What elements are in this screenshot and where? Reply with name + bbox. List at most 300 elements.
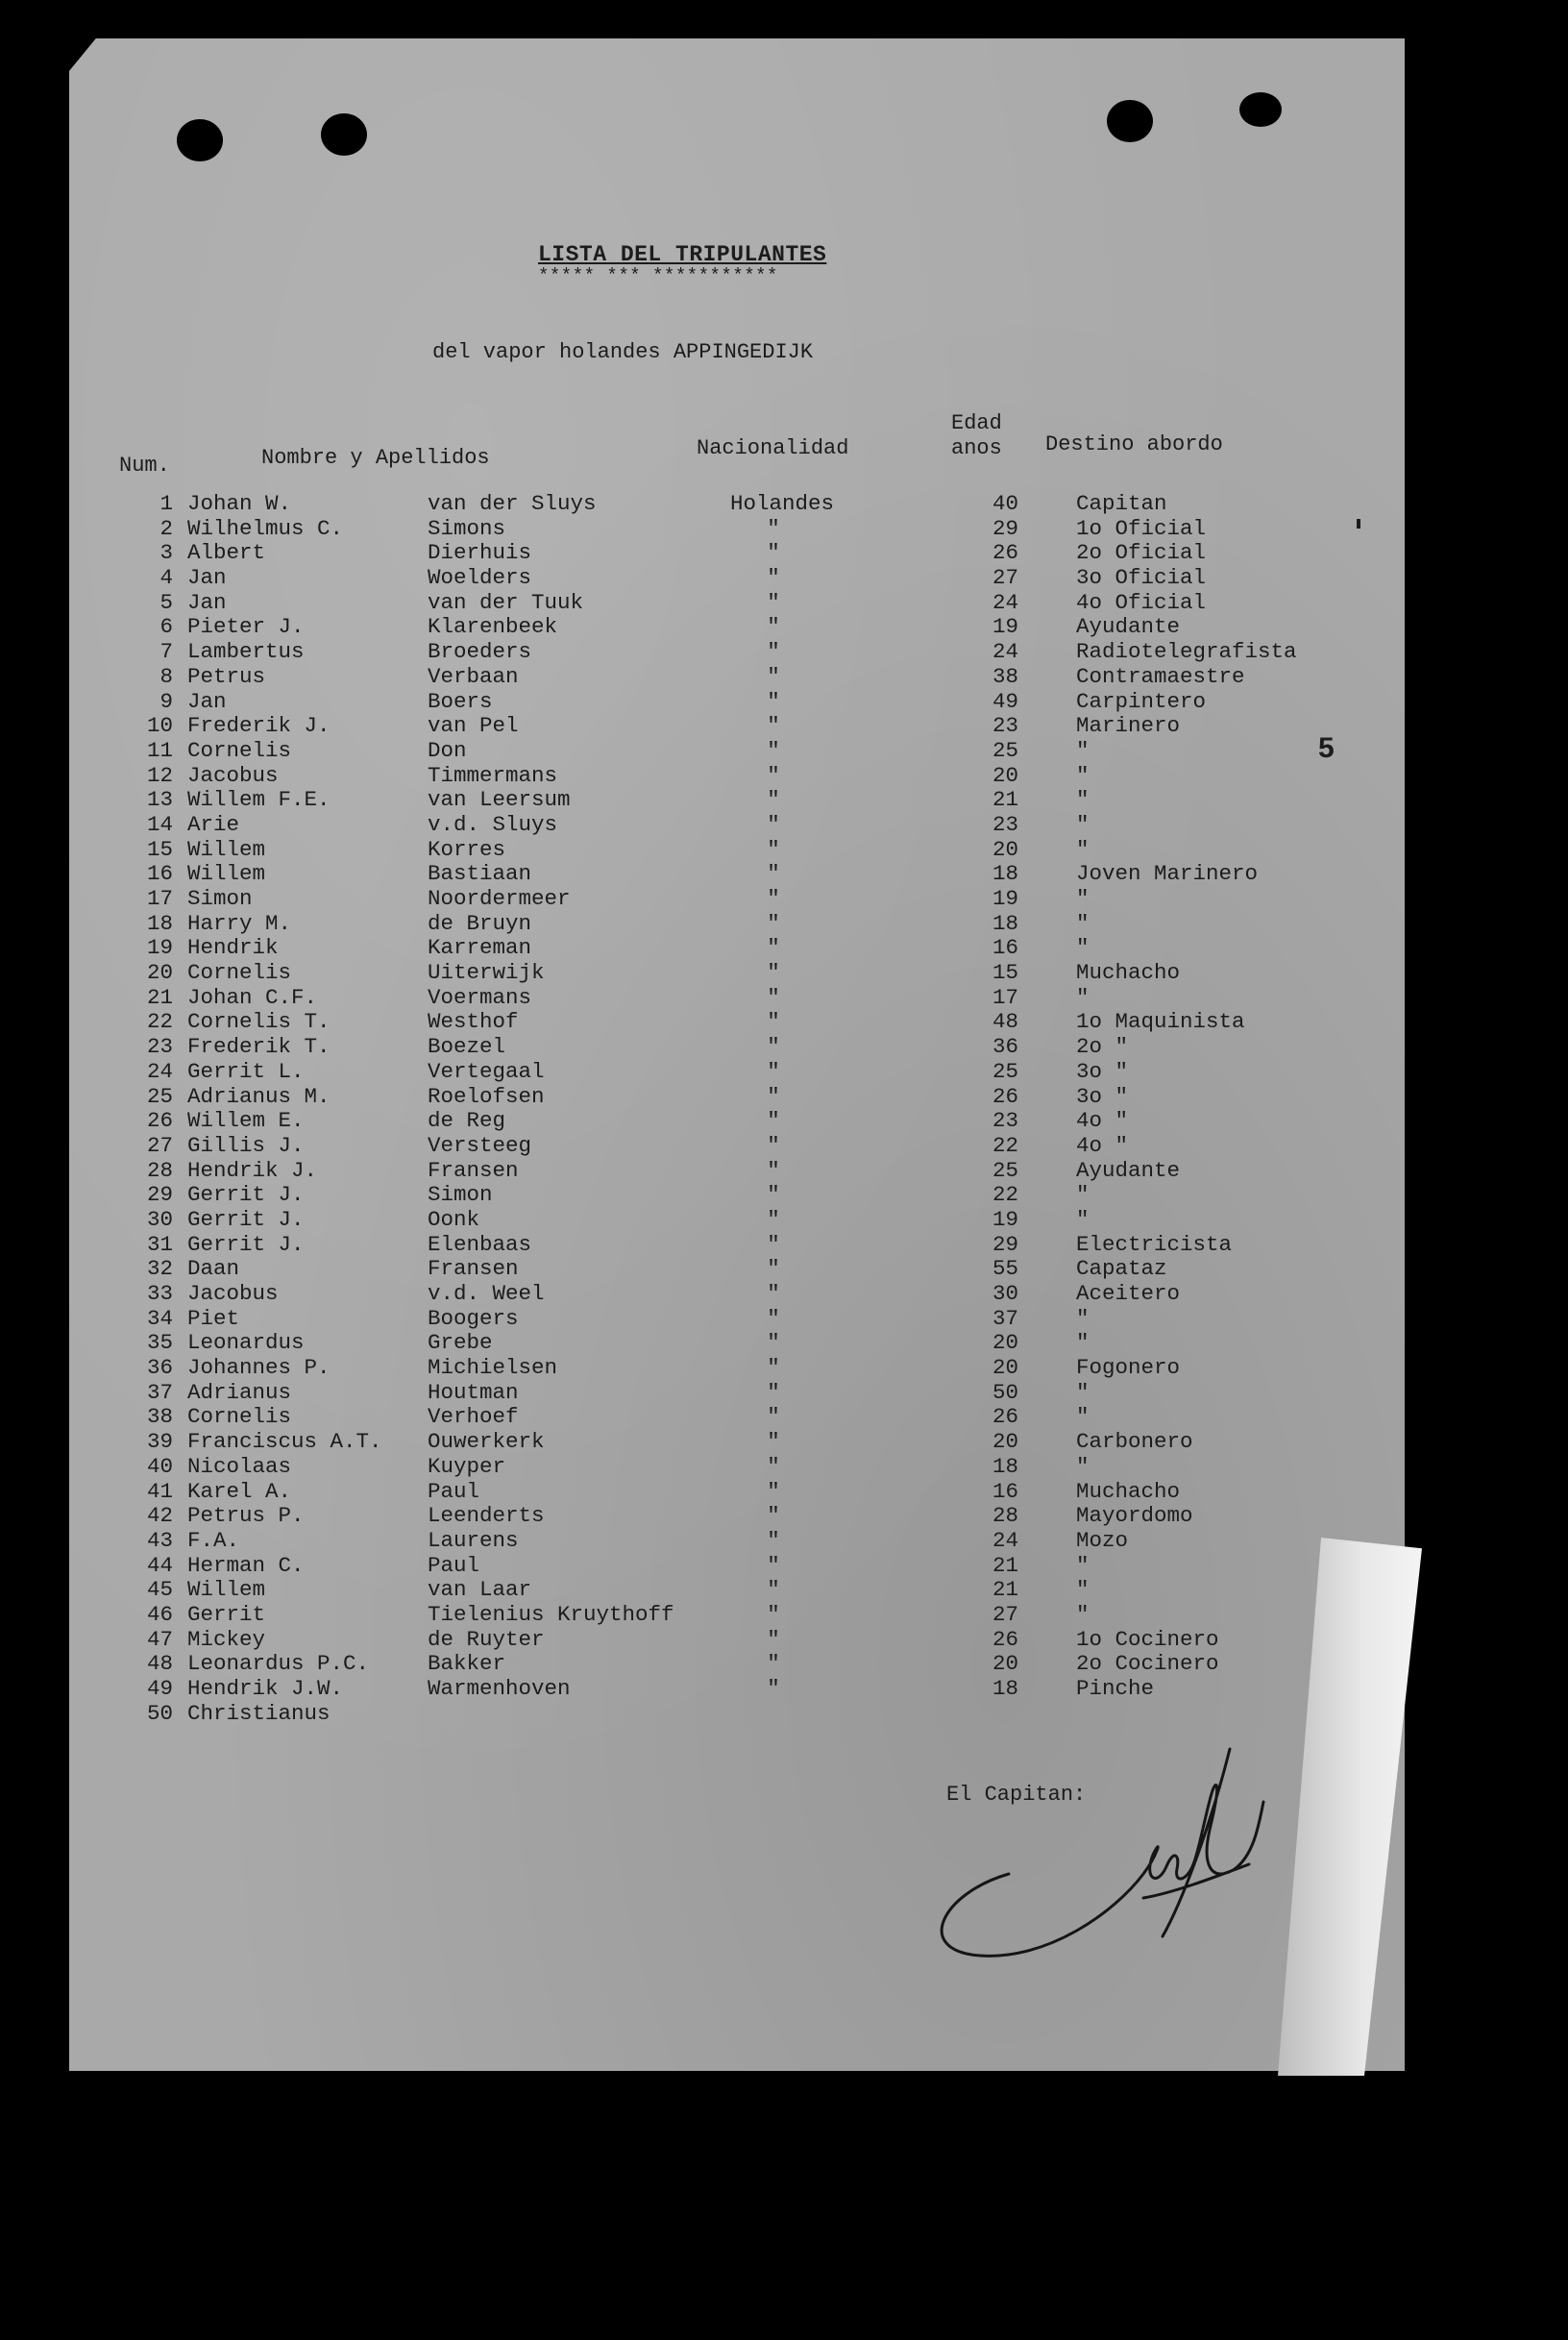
table-row <box>115 1455 1364 1480</box>
table-row <box>115 690 1364 715</box>
table-row <box>115 862 1364 887</box>
crew-nationality: " <box>767 1527 780 1553</box>
crew-age: 21 <box>992 787 1018 813</box>
table-row <box>115 1356 1364 1381</box>
crew-role: 3o " <box>1076 1058 1129 1084</box>
table-row <box>115 1085 1364 1110</box>
crew-nationality: " <box>767 935 780 961</box>
crew-first-name: Jacobus <box>187 1281 279 1306</box>
crew-first-name: Gerrit J. <box>187 1206 305 1232</box>
crew-first-name: Cornelis <box>187 1404 292 1430</box>
table-row <box>115 1430 1364 1455</box>
crew-age: 20 <box>992 1651 1018 1677</box>
crew-nationality: " <box>767 1281 780 1306</box>
table-row <box>115 764 1364 789</box>
crew-nationality: " <box>767 1503 780 1529</box>
crew-age: 26 <box>992 1626 1018 1652</box>
crew-last-name: Oonk <box>428 1206 480 1232</box>
crew-first-name: Daan <box>187 1256 240 1282</box>
crew-number: 19 <box>146 935 173 961</box>
crew-first-name: Gerrit J. <box>187 1231 305 1257</box>
crew-age: 20 <box>992 1429 1018 1455</box>
punch-hole <box>177 119 223 161</box>
header-num: Num. <box>119 454 170 478</box>
crew-age: 49 <box>992 688 1018 714</box>
crew-number: 9 <box>159 688 173 714</box>
crew-nationality: " <box>767 688 780 714</box>
table-row <box>115 813 1364 838</box>
crew-age: 20 <box>992 762 1018 788</box>
crew-first-name: Johan W. <box>187 491 292 516</box>
crew-age: 25 <box>992 737 1018 763</box>
crew-number: 30 <box>146 1206 173 1232</box>
table-row <box>115 1109 1364 1134</box>
crew-first-name: Gerrit <box>187 1601 266 1627</box>
crew-nationality: " <box>767 910 780 936</box>
crew-first-name: Willem <box>187 1577 266 1603</box>
crew-role: Contramaestre <box>1076 663 1245 689</box>
punch-hole <box>321 113 367 156</box>
crew-age: 30 <box>992 1281 1018 1306</box>
crew-first-name: Willem F.E. <box>187 787 331 813</box>
crew-first-name: Jacobus <box>187 762 279 788</box>
crew-nationality: " <box>767 1157 780 1183</box>
captain-signature <box>922 1711 1268 1960</box>
crew-age: 25 <box>992 1157 1018 1183</box>
crew-role: " <box>1076 811 1090 837</box>
crew-first-name: Mickey <box>187 1626 266 1652</box>
table-row <box>115 1628 1364 1653</box>
crew-nationality: " <box>767 565 780 591</box>
crew-last-name: Ouwerkerk <box>428 1429 545 1455</box>
crew-role: Fogonero <box>1076 1355 1181 1381</box>
crew-table <box>115 492 1364 1726</box>
crew-first-name: Johannes P. <box>187 1355 331 1381</box>
table-row <box>115 1405 1364 1430</box>
crew-nationality: " <box>767 811 780 837</box>
crew-first-name: Cornelis T. <box>187 1009 331 1035</box>
crew-first-name: Adrianus M. <box>187 1083 331 1109</box>
crew-age: 26 <box>992 540 1018 566</box>
crew-last-name: Westhof <box>428 1009 519 1035</box>
crew-age: 23 <box>992 713 1018 739</box>
crew-last-name: de Bruyn <box>428 910 532 936</box>
page-mark: 5 <box>1318 732 1335 764</box>
crew-number: 36 <box>146 1355 173 1381</box>
crew-age: 55 <box>992 1256 1018 1282</box>
crew-nationality: " <box>767 1355 780 1381</box>
crew-number: 7 <box>159 639 173 665</box>
crew-role: Ayudante <box>1076 614 1181 640</box>
crew-number: 48 <box>146 1651 173 1677</box>
crew-role: Marinero <box>1076 713 1181 739</box>
crew-number: 12 <box>146 762 173 788</box>
crew-last-name: Kuyper <box>428 1453 506 1479</box>
crew-age: 24 <box>992 639 1018 665</box>
crew-role: " <box>1076 1379 1090 1405</box>
crew-role: 1o Maquinista <box>1076 1009 1245 1035</box>
crew-last-name: v.d. Sluys <box>428 811 558 837</box>
table-row <box>115 1677 1364 1702</box>
crew-last-name: Laurens <box>428 1527 519 1553</box>
crew-last-name: van Pel <box>428 713 519 739</box>
crew-nationality: " <box>767 663 780 689</box>
crew-first-name: F.A. <box>187 1527 240 1553</box>
crew-number: 43 <box>146 1527 173 1553</box>
crew-number: 13 <box>146 787 173 813</box>
table-row <box>115 492 1364 517</box>
punch-hole <box>1239 92 1282 127</box>
table-row <box>115 1381 1364 1406</box>
crew-last-name: Houtman <box>428 1379 519 1405</box>
crew-nationality: " <box>767 1552 780 1578</box>
crew-number: 17 <box>146 886 173 911</box>
crew-role: " <box>1076 787 1090 813</box>
crew-age: 23 <box>992 1108 1018 1134</box>
crew-age: 20 <box>992 1330 1018 1356</box>
crew-age: 24 <box>992 589 1018 615</box>
crew-first-name: Gerrit L. <box>187 1058 305 1084</box>
crew-role: Mayordomo <box>1076 1503 1193 1529</box>
crew-role: 2o Cocinero <box>1076 1651 1219 1677</box>
table-row <box>115 788 1364 813</box>
crew-last-name: Tielenius Kruythoff <box>428 1601 674 1627</box>
crew-number: 39 <box>146 1429 173 1455</box>
crew-number: 46 <box>146 1601 173 1627</box>
crew-number: 10 <box>146 713 173 739</box>
crew-last-name: de Reg <box>428 1108 506 1134</box>
crew-nationality: " <box>767 1330 780 1356</box>
crew-first-name: Piet <box>187 1305 240 1331</box>
crew-nationality: " <box>767 1108 780 1134</box>
crew-number: 22 <box>146 1009 173 1035</box>
table-row <box>115 714 1364 739</box>
crew-number: 11 <box>146 737 173 763</box>
crew-nationality: Holandes <box>730 491 835 516</box>
crew-last-name: Karreman <box>428 935 532 961</box>
crew-first-name: Leonardus P.C. <box>187 1651 370 1677</box>
crew-first-name: Willem <box>187 861 266 887</box>
crew-last-name: van Laar <box>428 1577 532 1603</box>
crew-number: 41 <box>146 1478 173 1504</box>
crew-number: 34 <box>146 1305 173 1331</box>
crew-last-name: Klarenbeek <box>428 614 558 640</box>
crew-number: 32 <box>146 1256 173 1282</box>
header-name: Nombre y Apellidos <box>261 446 490 470</box>
crew-first-name: Herman C. <box>187 1552 305 1578</box>
crew-number: 49 <box>146 1676 173 1701</box>
table-row <box>115 1480 1364 1505</box>
crew-first-name: Pieter J. <box>187 614 305 640</box>
crew-role: 4o " <box>1076 1108 1129 1134</box>
crew-number: 23 <box>146 1034 173 1060</box>
crew-first-name: Jan <box>187 688 227 714</box>
crew-first-name: Franciscus A.T. <box>187 1429 382 1455</box>
crew-first-name: Hendrik J.W. <box>187 1676 344 1701</box>
crew-nationality: " <box>767 1305 780 1331</box>
crew-role: 1o Oficial <box>1076 515 1207 541</box>
crew-nationality: " <box>767 1231 780 1257</box>
crew-last-name: Korres <box>428 836 506 862</box>
crew-role: 3o Oficial <box>1076 565 1207 591</box>
crew-role: " <box>1076 1182 1090 1208</box>
crew-age: 29 <box>992 1231 1018 1257</box>
crew-age: 21 <box>992 1577 1018 1603</box>
crew-number: 29 <box>146 1182 173 1208</box>
crew-number: 24 <box>146 1058 173 1084</box>
crew-age: 17 <box>992 984 1018 1010</box>
table-row <box>115 1307 1364 1332</box>
crew-last-name: Noordermeer <box>428 886 571 911</box>
crew-last-name: Voermans <box>428 984 532 1010</box>
crew-role: Capitan <box>1076 491 1167 516</box>
crew-last-name: Versteeg <box>428 1132 532 1158</box>
crew-role: Carpintero <box>1076 688 1207 714</box>
crew-first-name: Christianus <box>187 1700 331 1726</box>
table-row <box>115 665 1364 690</box>
crew-last-name: Warmenhoven <box>428 1676 571 1701</box>
crew-nationality: " <box>767 639 780 665</box>
table-row <box>115 1331 1364 1356</box>
crew-age: 18 <box>992 1676 1018 1701</box>
crew-last-name: Grebe <box>428 1330 493 1356</box>
crew-first-name: Petrus P. <box>187 1503 305 1529</box>
crew-number: 8 <box>159 663 173 689</box>
crew-last-name: Woelders <box>428 565 532 591</box>
crew-first-name: Harry M. <box>187 910 292 936</box>
header-nationality: Nacionalidad <box>697 436 849 460</box>
crew-last-name: Boogers <box>428 1305 519 1331</box>
crew-nationality: " <box>767 984 780 1010</box>
crew-role: " <box>1076 1552 1090 1578</box>
crew-last-name: Bastiaan <box>428 861 532 887</box>
table-row <box>115 986 1364 1011</box>
crew-number: 1 <box>159 491 173 516</box>
crew-role: 2o Oficial <box>1076 540 1207 566</box>
margin-tick <box>1357 519 1360 529</box>
crew-nationality: " <box>767 1206 780 1232</box>
crew-number: 38 <box>146 1404 173 1430</box>
crew-role: 3o " <box>1076 1083 1129 1109</box>
crew-age: 18 <box>992 861 1018 887</box>
crew-role: Muchacho <box>1076 960 1181 986</box>
crew-age: 22 <box>992 1132 1018 1158</box>
header-role: Destino abordo <box>1045 432 1223 456</box>
table-row <box>115 1529 1364 1554</box>
crew-role: " <box>1076 1601 1090 1627</box>
crew-age: 19 <box>992 886 1018 911</box>
table-row <box>115 591 1364 616</box>
crew-age: 26 <box>992 1404 1018 1430</box>
crew-number: 26 <box>146 1108 173 1134</box>
crew-last-name: Boezel <box>428 1034 506 1060</box>
punch-hole <box>1107 100 1153 142</box>
crew-last-name: Michielsen <box>428 1355 558 1381</box>
crew-nationality: " <box>767 1009 780 1035</box>
crew-number: 5 <box>159 589 173 615</box>
crew-role: Capataz <box>1076 1256 1167 1282</box>
table-row <box>115 1060 1364 1085</box>
crew-first-name: Hendrik <box>187 935 279 961</box>
crew-age: 28 <box>992 1503 1018 1529</box>
crew-role: Pinche <box>1076 1676 1155 1701</box>
crew-number: 47 <box>146 1626 173 1652</box>
table-row <box>115 961 1364 986</box>
crew-first-name: Cornelis <box>187 960 292 986</box>
crew-nationality: " <box>767 1379 780 1405</box>
crew-last-name: Simon <box>428 1182 493 1208</box>
table-row <box>115 838 1364 863</box>
crew-age: 20 <box>992 836 1018 862</box>
crew-role: " <box>1076 1577 1090 1603</box>
crew-number: 16 <box>146 861 173 887</box>
crew-first-name: Nicolaas <box>187 1453 292 1479</box>
table-row <box>115 1257 1364 1282</box>
crew-first-name: Wilhelmus C. <box>187 515 344 541</box>
crew-role: " <box>1076 762 1090 788</box>
crew-last-name: v.d. Weel <box>428 1281 545 1306</box>
crew-role: " <box>1076 886 1090 911</box>
crew-first-name: Jan <box>187 565 227 591</box>
crew-role: " <box>1076 836 1090 862</box>
crew-role: " <box>1076 984 1090 1010</box>
crew-number: 27 <box>146 1132 173 1158</box>
crew-first-name: Willem E. <box>187 1108 305 1134</box>
crew-role: 1o Cocinero <box>1076 1626 1219 1652</box>
table-row <box>115 566 1364 591</box>
crew-role: Electricista <box>1076 1231 1233 1257</box>
crew-nationality: " <box>767 1429 780 1455</box>
captain-label: El Capitan: <box>946 1783 1087 1807</box>
crew-age: 36 <box>992 1034 1018 1060</box>
crew-number: 25 <box>146 1083 173 1109</box>
crew-number: 6 <box>159 614 173 640</box>
crew-age: 27 <box>992 565 1018 591</box>
crew-age: 19 <box>992 1206 1018 1232</box>
table-row <box>115 541 1364 566</box>
crew-role: 4o " <box>1076 1132 1129 1158</box>
crew-number: 3 <box>159 540 173 566</box>
crew-number: 28 <box>146 1157 173 1183</box>
table-row <box>115 1652 1364 1677</box>
crew-role: " <box>1076 1206 1090 1232</box>
crew-nationality: " <box>767 861 780 887</box>
crew-nationality: " <box>767 1083 780 1109</box>
crew-last-name: van der Tuuk <box>428 589 584 615</box>
header-age-bottom: anos <box>951 436 1002 460</box>
crew-nationality: " <box>767 762 780 788</box>
table-row <box>115 1134 1364 1159</box>
crew-number: 44 <box>146 1552 173 1578</box>
crew-last-name: Paul <box>428 1552 480 1578</box>
table-row <box>115 1554 1364 1579</box>
table-row <box>115 1208 1364 1233</box>
crew-role: " <box>1076 1404 1090 1430</box>
crew-age: 18 <box>992 910 1018 936</box>
crew-first-name: Petrus <box>187 663 266 689</box>
table-row <box>115 517 1364 542</box>
crew-first-name: Arie <box>187 811 240 837</box>
crew-last-name: Boers <box>428 688 493 714</box>
table-row <box>115 936 1364 961</box>
crew-age: 27 <box>992 1601 1018 1627</box>
table-row <box>115 739 1364 764</box>
crew-age: 38 <box>992 663 1018 689</box>
crew-number: 42 <box>146 1503 173 1529</box>
crew-number: 50 <box>146 1700 173 1726</box>
crew-last-name: Verhoef <box>428 1404 519 1430</box>
crew-last-name: Uiterwijk <box>428 960 545 986</box>
crew-number: 18 <box>146 910 173 936</box>
crew-first-name: Karel A. <box>187 1478 292 1504</box>
document-title: LISTA DEL TRIPULANTES <box>538 242 827 267</box>
table-row <box>115 912 1364 937</box>
crew-last-name: Roelofsen <box>428 1083 545 1109</box>
crew-role: Aceitero <box>1076 1281 1181 1306</box>
crew-number: 37 <box>146 1379 173 1405</box>
table-row <box>115 1010 1364 1035</box>
crew-first-name: Gerrit J. <box>187 1182 305 1208</box>
crew-last-name: Paul <box>428 1478 480 1504</box>
crew-age: 24 <box>992 1527 1018 1553</box>
crew-age: 18 <box>992 1453 1018 1479</box>
crew-role: Joven Marinero <box>1076 861 1259 887</box>
crew-nationality: " <box>767 1651 780 1677</box>
crew-age: 15 <box>992 960 1018 986</box>
crew-last-name: Fransen <box>428 1256 519 1282</box>
crew-age: 29 <box>992 515 1018 541</box>
crew-last-name: Broeders <box>428 639 532 665</box>
crew-number: 40 <box>146 1453 173 1479</box>
crew-first-name: Willem <box>187 836 266 862</box>
table-row <box>115 1282 1364 1307</box>
document-subtitle: del vapor holandes APPINGEDIJK <box>432 340 814 364</box>
crew-role: Radiotelegrafista <box>1076 639 1297 665</box>
crew-nationality: " <box>767 1601 780 1627</box>
crew-last-name: Timmermans <box>428 762 558 788</box>
header-age-top: Edad <box>951 411 1002 435</box>
crew-age: 16 <box>992 1478 1018 1504</box>
table-row <box>115 1035 1364 1060</box>
crew-role: Muchacho <box>1076 1478 1181 1504</box>
crew-nationality: " <box>767 960 780 986</box>
crew-last-name: Elenbaas <box>428 1231 532 1257</box>
crew-first-name: Simon <box>187 886 253 911</box>
table-row <box>115 1578 1364 1603</box>
crew-age: 50 <box>992 1379 1018 1405</box>
crew-first-name: Frederik J. <box>187 713 331 739</box>
crew-age: 20 <box>992 1355 1018 1381</box>
crew-nationality: " <box>767 515 780 541</box>
crew-nationality: " <box>767 1478 780 1504</box>
title-underline-stars: ***** *** *********** <box>538 265 778 286</box>
crew-first-name: Hendrik J. <box>187 1157 318 1183</box>
crew-first-name: Leonardus <box>187 1330 305 1356</box>
table-row <box>115 887 1364 912</box>
crew-role: Mozo <box>1076 1527 1129 1553</box>
crew-role: " <box>1076 935 1090 961</box>
table-row <box>115 640 1364 665</box>
crew-first-name: Adrianus <box>187 1379 292 1405</box>
crew-role: " <box>1076 910 1090 936</box>
crew-nationality: " <box>767 1132 780 1158</box>
crew-role: " <box>1076 1330 1090 1356</box>
crew-last-name: Bakker <box>428 1651 506 1677</box>
crew-number: 35 <box>146 1330 173 1356</box>
crew-number: 31 <box>146 1231 173 1257</box>
crew-nationality: " <box>767 886 780 911</box>
crew-last-name: Simons <box>428 515 506 541</box>
